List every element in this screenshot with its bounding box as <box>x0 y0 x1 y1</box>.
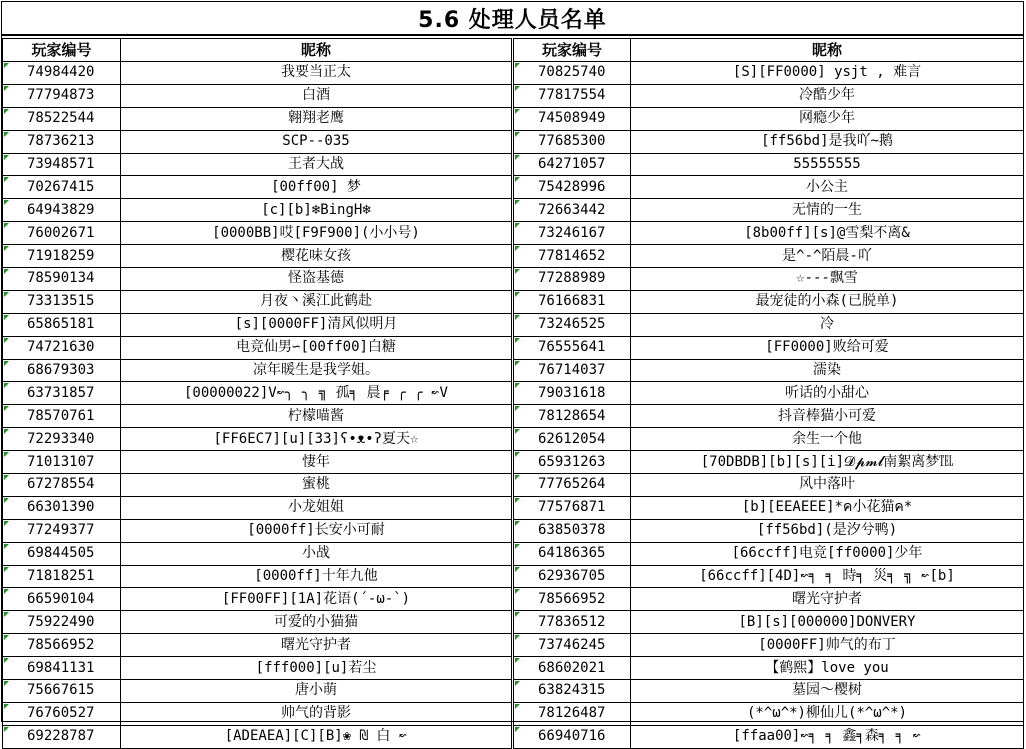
nickname-cell[interactable]: 冷 <box>631 313 1024 336</box>
nickname-cell[interactable]: [0000FF]帅气的布丁 <box>631 634 1024 657</box>
nickname-cell[interactable]: [00ff00] 梦 <box>121 176 513 199</box>
nickname-cell[interactable]: 是^-^陌晨-吖 <box>631 245 1024 268</box>
player-id-cell[interactable]: 72293340 <box>3 428 121 451</box>
table-row <box>3 336 1024 359</box>
nickname-cell[interactable]: [ADEAEA][C][B]❀ ₪ 白 ↜ <box>121 725 513 748</box>
nickname-cell[interactable]: 电竞仙男∽[00ff00]白糖 <box>121 336 513 359</box>
nickname-cell[interactable]: 怪盗基德 <box>121 268 513 291</box>
table-row <box>3 565 1024 588</box>
player-id-cell[interactable]: 76555641 <box>513 336 631 359</box>
nickname-cell[interactable]: [b][EEAEEE]*ค小花猫ค* <box>631 496 1024 519</box>
table-row <box>3 542 1024 565</box>
nickname-cell[interactable]: 唐小萌 <box>121 680 513 703</box>
nickname-cell[interactable]: 柠檬喵酱 <box>121 405 513 428</box>
table-row <box>3 153 1024 176</box>
table-row <box>3 313 1024 336</box>
table-row <box>3 245 1024 268</box>
nickname-cell[interactable]: 墓园～樱树 <box>631 680 1024 703</box>
player-id-cell[interactable]: 78128654 <box>513 405 631 428</box>
nickname-cell[interactable]: [FF0000]败给可爱 <box>631 336 1024 359</box>
table-row <box>3 107 1024 130</box>
nickname-cell[interactable]: 王者大战 <box>121 153 513 176</box>
nickname-cell[interactable]: [ff56bd](是汐兮鸭) <box>631 519 1024 542</box>
player-id-cell[interactable]: 71818251 <box>3 565 121 588</box>
table-body <box>3 62 1024 749</box>
player-id-cell[interactable]: 76166831 <box>513 290 631 313</box>
table-row <box>3 222 1024 245</box>
player-id-cell[interactable]: 75667615 <box>3 680 121 703</box>
player-id-cell[interactable]: 78590134 <box>3 268 121 291</box>
player-id-cell[interactable]: 65865181 <box>3 313 121 336</box>
player-id-cell[interactable]: 71918259 <box>3 245 121 268</box>
table-row <box>3 199 1024 222</box>
nickname-cell[interactable]: 听话的小甜心 <box>631 382 1024 405</box>
player-id-cell[interactable]: 76714037 <box>513 359 631 382</box>
nickname-cell[interactable]: 樱花味女孩 <box>121 245 513 268</box>
personnel-table <box>2 38 1024 749</box>
player-id-cell[interactable]: 63731857 <box>3 382 121 405</box>
table-row <box>3 451 1024 474</box>
nickname-cell[interactable]: 帅气的背影 <box>121 702 513 725</box>
player-id-cell[interactable]: 73246525 <box>513 313 631 336</box>
table-row <box>3 176 1024 199</box>
spreadsheet-sheet <box>1 1 1024 745</box>
nickname-cell[interactable]: [66ccff][4D]↜╕ ╕ 時╕ 災╕ ╗ ↜[b] <box>631 565 1024 588</box>
player-id-cell[interactable]: 73313515 <box>3 290 121 313</box>
nickname-cell[interactable]: [FF00FF][1A]花语(´-ω-`) <box>121 588 513 611</box>
header-player-id-right: 玩家编号 <box>513 39 631 62</box>
player-id-cell[interactable]: 75428996 <box>513 176 631 199</box>
player-id-cell[interactable]: 77249377 <box>3 519 121 542</box>
player-id-cell[interactable]: 78566952 <box>513 588 631 611</box>
player-id-cell[interactable]: 62936705 <box>513 565 631 588</box>
header-row <box>3 39 1024 62</box>
player-id-cell[interactable]: 78126487 <box>513 702 631 725</box>
table-row <box>3 290 1024 313</box>
nickname-cell[interactable]: 曙光守护者 <box>121 634 513 657</box>
nickname-cell[interactable]: 曙光守护者 <box>631 588 1024 611</box>
nickname-cell[interactable]: 冷酷少年 <box>631 84 1024 107</box>
player-id-cell[interactable]: 76760527 <box>3 702 121 725</box>
player-id-cell[interactable]: 78566952 <box>3 634 121 657</box>
nickname-cell[interactable]: [FF6EC7][u][33]ʕ•ᴥ•ʔ夏天☆ <box>121 428 513 451</box>
player-id-cell[interactable]: 74984420 <box>3 62 121 85</box>
table-row <box>3 428 1024 451</box>
player-id-cell[interactable]: 68679303 <box>3 359 121 382</box>
player-id-cell[interactable]: 75922490 <box>3 611 121 634</box>
player-id-cell[interactable]: 66590104 <box>3 588 121 611</box>
table-row <box>3 725 1024 748</box>
player-id-cell[interactable]: 64186365 <box>513 542 631 565</box>
table-row <box>3 382 1024 405</box>
nickname-cell[interactable]: 小龙姐姐 <box>121 496 513 519</box>
player-id-cell[interactable]: 62612054 <box>513 428 631 451</box>
nickname-cell[interactable]: 可爱的小猫猫 <box>121 611 513 634</box>
player-id-cell[interactable]: 78736213 <box>3 130 121 153</box>
nickname-cell[interactable]: 网瘾少年 <box>631 107 1024 130</box>
nickname-cell[interactable]: 蜜桃 <box>121 474 513 497</box>
nickname-cell[interactable]: 凉年暖生是我学姐。 <box>121 359 513 382</box>
table-row <box>3 474 1024 497</box>
player-id-cell[interactable]: 63850378 <box>513 519 631 542</box>
nickname-cell[interactable]: [0000ff]长安小可耐 <box>121 519 513 542</box>
player-id-cell[interactable]: 78522544 <box>3 107 121 130</box>
player-id-cell[interactable]: 77685300 <box>513 130 631 153</box>
player-id-cell[interactable]: 71013107 <box>3 451 121 474</box>
nickname-cell[interactable]: 翱翔老鹰 <box>121 107 513 130</box>
player-id-cell[interactable]: 70825740 <box>513 62 631 85</box>
nickname-cell[interactable]: [ffaa00]↜╕ ╕ 鑫╕森╕ ╕ ↜ <box>631 725 1024 748</box>
table-row <box>3 496 1024 519</box>
nickname-cell[interactable]: [s][0000FF]清风似明月 <box>121 313 513 336</box>
player-id-cell[interactable]: 64271057 <box>513 153 631 176</box>
table-row <box>3 405 1024 428</box>
nickname-cell[interactable]: 小战 <box>121 542 513 565</box>
nickname-cell[interactable]: 白酒 <box>121 84 513 107</box>
table-row <box>3 611 1024 634</box>
nickname-cell[interactable]: 小公主 <box>631 176 1024 199</box>
nickname-cell[interactable]: [ff56bd]是我吖~鹅 <box>631 130 1024 153</box>
table-row <box>3 680 1024 703</box>
table-row <box>3 702 1024 725</box>
player-id-cell[interactable]: 77836512 <box>513 611 631 634</box>
table-row <box>3 519 1024 542</box>
nickname-cell[interactable]: [fff000][u]若尘 <box>121 657 513 680</box>
nickname-cell[interactable]: [0000ff]十年九他 <box>121 565 513 588</box>
nickname-cell[interactable]: 无情的一生 <box>631 199 1024 222</box>
player-id-cell[interactable]: 74508949 <box>513 107 631 130</box>
nickname-cell[interactable]: ☆---飘雪 <box>631 268 1024 291</box>
header-player-id-left: 玩家编号 <box>3 39 121 62</box>
nickname-cell[interactable]: (*^ω^*)柳仙儿(*^ω^*) <box>631 702 1024 725</box>
nickname-cell[interactable]: 悽年 <box>121 451 513 474</box>
player-id-cell[interactable]: 69844505 <box>3 542 121 565</box>
player-id-cell[interactable]: 68602021 <box>513 657 631 680</box>
nickname-cell[interactable]: 【鹤熙】love you <box>631 657 1024 680</box>
player-id-cell[interactable]: 77817554 <box>513 84 631 107</box>
player-id-cell[interactable]: 72663442 <box>513 199 631 222</box>
player-id-cell[interactable]: 69841131 <box>3 657 121 680</box>
player-id-cell[interactable]: 70267415 <box>3 176 121 199</box>
nickname-cell[interactable]: [B][s][000000]DONVERY <box>631 611 1024 634</box>
nickname-cell[interactable]: 最宠徒的小森(已脱单) <box>631 290 1024 313</box>
nickname-cell[interactable]: [8b00ff][s]@雪梨不离& <box>631 222 1024 245</box>
player-id-cell[interactable]: 66301390 <box>3 496 121 519</box>
nickname-cell[interactable]: 余生一个他 <box>631 428 1024 451</box>
player-id-cell[interactable]: 77794873 <box>3 84 121 107</box>
table-row <box>3 84 1024 107</box>
player-id-cell[interactable]: 78570761 <box>3 405 121 428</box>
nickname-cell[interactable]: 抖音棒猫小可爱 <box>631 405 1024 428</box>
nickname-cell[interactable]: SCP--035 <box>121 130 513 153</box>
nickname-cell[interactable]: [S][FF0000] ysjt , 难言 <box>631 62 1024 85</box>
nickname-cell[interactable]: 我要当正太 <box>121 62 513 85</box>
nickname-cell[interactable]: [c][b]❄BingH❄ <box>121 199 513 222</box>
nickname-cell[interactable]: 月夜丶溪江此鹤赴 <box>121 290 513 313</box>
player-id-cell[interactable]: 66940716 <box>513 725 631 748</box>
table-row <box>3 657 1024 680</box>
nickname-cell[interactable]: [00000022]V↜╮ ╮ ╗ 孤╕ 晨╒ ╭ ╭ ↜V <box>121 382 513 405</box>
player-id-cell[interactable]: 65931263 <box>513 451 631 474</box>
player-id-cell[interactable]: 77576871 <box>513 496 631 519</box>
header-nickname-left: 昵称 <box>121 39 513 62</box>
player-id-cell[interactable]: 73746245 <box>513 634 631 657</box>
table-row <box>3 268 1024 291</box>
nickname-cell[interactable]: 55555555 <box>631 153 1024 176</box>
player-id-cell[interactable]: 77814652 <box>513 245 631 268</box>
table-row <box>3 130 1024 153</box>
header-nickname-right: 昵称 <box>631 39 1024 62</box>
player-id-cell[interactable]: 67278554 <box>3 474 121 497</box>
player-id-cell[interactable]: 77288989 <box>513 268 631 291</box>
table-row <box>3 634 1024 657</box>
player-id-cell[interactable]: 63824315 <box>513 680 631 703</box>
player-id-cell[interactable]: 76002671 <box>3 222 121 245</box>
nickname-cell[interactable]: 濡染 <box>631 359 1024 382</box>
player-id-cell[interactable]: 73948571 <box>3 153 121 176</box>
player-id-cell[interactable]: 77765264 <box>513 474 631 497</box>
player-id-cell[interactable]: 74721630 <box>3 336 121 359</box>
table-row <box>3 588 1024 611</box>
nickname-cell[interactable]: [66ccff]电竞[ff0000]少年 <box>631 542 1024 565</box>
nickname-cell[interactable]: [0000BB]哎[F9F900](小小号) <box>121 222 513 245</box>
nickname-cell[interactable]: [70DBDB][b][s][i]𝓓𝓹𝓶𝓵南絮离梦℡ <box>631 451 1024 474</box>
table-row <box>3 359 1024 382</box>
player-id-cell[interactable]: 69228787 <box>3 725 121 748</box>
nickname-cell[interactable]: 风中落叶 <box>631 474 1024 497</box>
player-id-cell[interactable]: 64943829 <box>3 199 121 222</box>
page-title: 5.6 处理人员名单 <box>2 2 1023 36</box>
player-id-cell[interactable]: 73246167 <box>513 222 631 245</box>
player-id-cell[interactable]: 79031618 <box>513 382 631 405</box>
table-row <box>3 62 1024 85</box>
